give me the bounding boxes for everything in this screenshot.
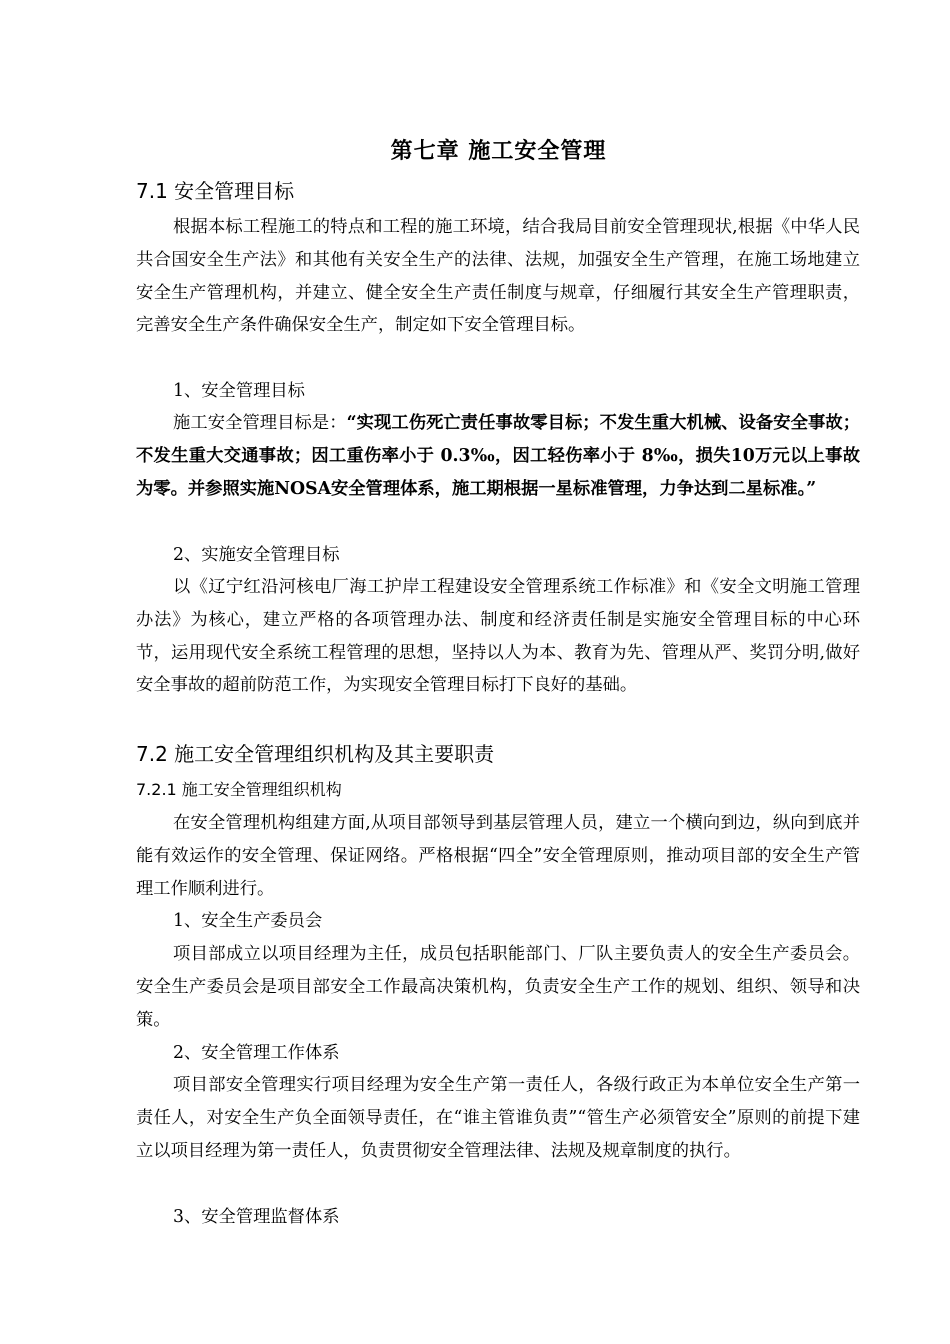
paragraph-intro: 根据本标工程施工的特点和工程的施工环境，结合我局目前安全管理现状,根据《中华人民共合国安全生产法》和其他有关安全生产的法律、法规，加强安全生产管理，在施工场地建立安全生产管理机构，并建立、健全安全生产责任制度与规章，仔细履行其安全生产管理职责，完善安全生产条件确保安全生产，制定如下安全管理目标。 <box>136 217 860 336</box>
list-item-implement-goal: 2、实施安全管理目标 <box>173 545 340 565</box>
list-item-supervision-system: 3、安全管理监督体系 <box>173 1207 340 1227</box>
chapter-title: 第七章 施工安全管理 <box>390 139 607 164</box>
subsection-heading-7-2-1: 7.2.1 施工安全管理组织机构 <box>136 780 342 799</box>
list-item-committee: 1、安全生产委员会 <box>173 911 323 931</box>
paragraph-work-system: 项目部安全管理实行项目经理为安全生产第一责任人，各级行政正为本单位安全生产第一责任人，对安全生产负全面领导责任，在“谁主管谁负责”“管生产必须管安全”原则的前提下建立以项目经理为第一责任人，负责贯彻安全管理法律、法规及规章制度的执行。 <box>136 1075 860 1161</box>
list-item-safety-goal: 1、安全管理目标 <box>173 381 305 401</box>
goal-bold-text: “实现工伤死亡责任事故零目标；不发生重大机械、设备安全事故；不发生重大交通事故；因工重伤率小于 0.3‰，因工轻伤率小于 8‰，损失10万元以上事故为零。并参照实施NOSA安全管理体系，施工期根据一星标准管理，力争达到二星标准。” <box>136 413 860 499</box>
paragraph-org-intro: 在安全管理机构组建方面,从项目部领导到基层管理人员，建立一个横向到边，纵向到底并能有效运作的安全管理、保证网络。严格根据“四全”安全管理原则，推动项目部的安全生产管理工作顺利进行。 <box>136 813 860 899</box>
goal-lead-text: 施工安全管理目标是： <box>173 413 347 433</box>
paragraph-committee: 项目部成立以项目经理为主任，成员包括职能部门、厂队主要负责人的安全生产委员会。安全生产委员会是项目部安全工作最高决策机构，负责安全生产工作的规划、组织、领导和决策。 <box>136 944 860 1030</box>
paragraph-implement: 以《辽宁红沿河核电厂海工护岸工程建设安全管理系统工作标准》和《安全文明施工管理办法》为核心，建立严格的各项管理办法、制度和经济责任制是实施安全管理目标的中心环节，运用现代安全系统工程管理的思想，坚持以人为本、教育为先、管理从严、奖罚分明,做好安全事故的超前防范工作，为实现安全管理目标打下良好的基础。 <box>136 577 860 696</box>
section-heading-7-2: 7.2 施工安全管理组织机构及其主要职责 <box>136 742 495 766</box>
paragraph-safety-goal <box>136 407 860 505</box>
list-item-work-system: 2、安全管理工作体系 <box>173 1043 340 1063</box>
section-heading-7-1: 7.1 安全管理目标 <box>136 179 295 203</box>
